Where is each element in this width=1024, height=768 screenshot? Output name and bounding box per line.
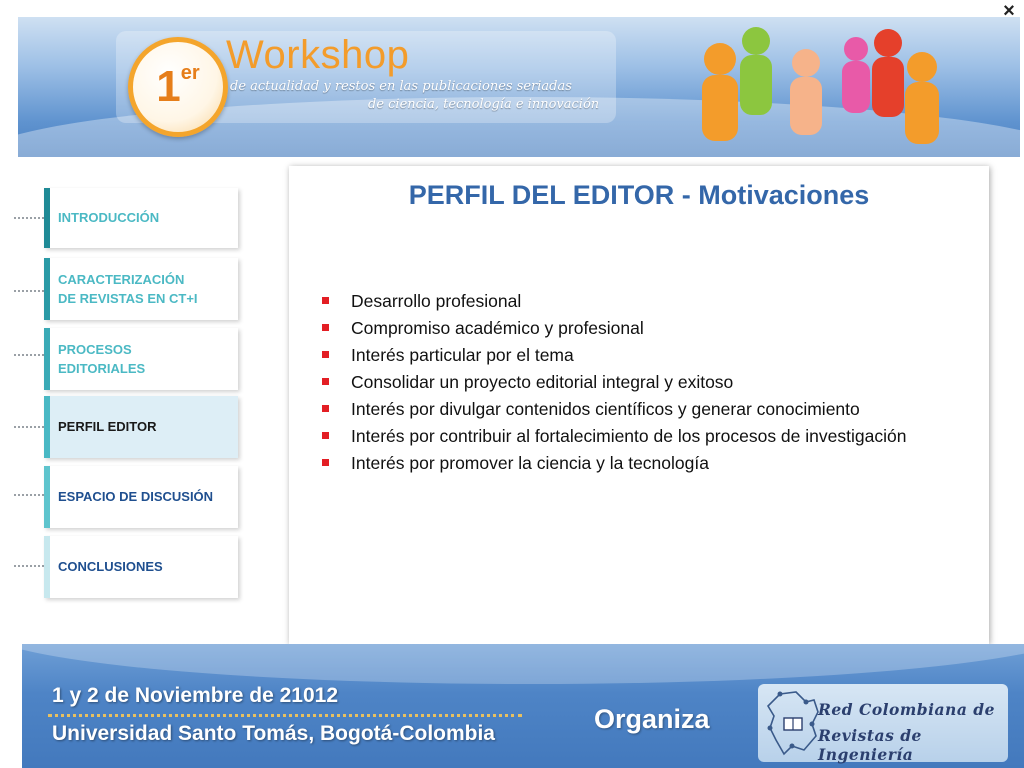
colombia-map-network-icon	[762, 688, 826, 758]
bullet-square-icon	[322, 297, 329, 304]
nav-item-label: CARACTERIZACIÓN DE REVISTAS EN CT+I	[58, 271, 198, 306]
nav-item-label: PROCESOS EDITORIALES	[58, 341, 146, 376]
bullet-square-icon	[322, 432, 329, 439]
bullet-square-icon	[322, 405, 329, 412]
list-item	[321, 288, 981, 315]
person-figure-orange-right	[905, 52, 939, 144]
list-item	[321, 315, 981, 342]
organizer-logo	[758, 684, 1008, 762]
footer-banner	[22, 644, 1024, 768]
event-venue: Universidad Santo Tomás, Bogotá-Colombia	[52, 722, 495, 745]
workshop-subtitle-line2: de ciencia, tecnología e innovación	[368, 97, 600, 112]
nav-item-introduccion[interactable]	[44, 188, 238, 248]
nav-item-label: INTRODUCCIÓN	[58, 210, 160, 226]
list-item-text: Desarrollo profesional	[351, 291, 522, 311]
person-figure-orange-left	[702, 43, 738, 141]
list-item-text: Interés por divulgar contenidos científicos y generar conocimiento	[351, 399, 860, 419]
bullet-square-icon	[322, 378, 329, 385]
bullet-square-icon	[322, 324, 329, 331]
workshop-title: Workshop	[226, 33, 410, 77]
slide-title-main: PERFIL DEL EDITOR	[408, 180, 675, 210]
section-navigation	[0, 186, 245, 606]
header-banner	[18, 17, 1020, 157]
list-item-text: Interés por promover la ciencia y la tecnología	[351, 453, 709, 473]
nav-item-label: ESPACIO DE DISCUSIÓN	[58, 489, 214, 505]
people-group-illustration	[678, 21, 948, 151]
nav-item-perfil-editor[interactable]	[44, 396, 238, 458]
nav-item-espacio-discusion[interactable]	[44, 466, 238, 528]
motivations-list	[321, 288, 981, 477]
person-figure-green	[740, 27, 772, 115]
logo-text-line2: Revistas de Ingeniería	[818, 726, 922, 764]
list-item	[321, 342, 981, 369]
organiza-label: Organiza	[594, 704, 710, 734]
footer-divider	[48, 714, 522, 717]
nav-item-label: CONCLUSIONES	[58, 559, 163, 575]
nav-item-procesos-editoriales[interactable]	[44, 328, 238, 390]
list-item	[321, 450, 981, 477]
edition-badge	[128, 37, 228, 137]
nav-connector	[14, 565, 44, 567]
person-figure-peach	[790, 49, 822, 135]
person-figure-pink	[842, 37, 870, 113]
nav-connector	[14, 290, 44, 292]
nav-connector	[14, 494, 44, 496]
close-icon[interactable]: ×	[1003, 0, 1015, 22]
workshop-subtitle-line1: de actualidad y restos en las publicaciones seriadas	[230, 79, 572, 94]
badge-number: 1	[156, 62, 181, 111]
slide-title-sub: Motivaciones	[698, 180, 870, 210]
nav-connector	[14, 426, 44, 428]
nav-item-label: PERFIL EDITOR	[58, 419, 157, 435]
nav-item-caracterizacion[interactable]	[44, 258, 238, 320]
slide-title	[289, 180, 989, 211]
content-panel	[289, 166, 989, 644]
logo-text-line1: Red Colombiana de	[818, 700, 995, 719]
list-item	[321, 396, 981, 423]
list-item-text: Interés por contribuir al fortalecimiento de los procesos de investigación	[351, 426, 907, 446]
list-item-text: Compromiso académico y profesional	[351, 318, 644, 338]
bullet-square-icon	[322, 459, 329, 466]
event-date: 1 y 2 de Noviembre de 21012	[52, 684, 338, 707]
list-item-text: Consolidar un proyecto editorial integral y exitoso	[351, 372, 734, 392]
nav-connector	[14, 217, 44, 219]
person-figure-red	[872, 29, 904, 117]
nav-connector	[14, 354, 44, 356]
list-item-text: Interés particular por el tema	[351, 345, 574, 365]
nav-item-conclusiones[interactable]	[44, 536, 238, 598]
list-item	[321, 423, 981, 450]
bullet-square-icon	[322, 351, 329, 358]
slide-title-separator: -	[674, 180, 699, 210]
list-item	[321, 369, 981, 396]
badge-suffix: er	[180, 61, 200, 84]
